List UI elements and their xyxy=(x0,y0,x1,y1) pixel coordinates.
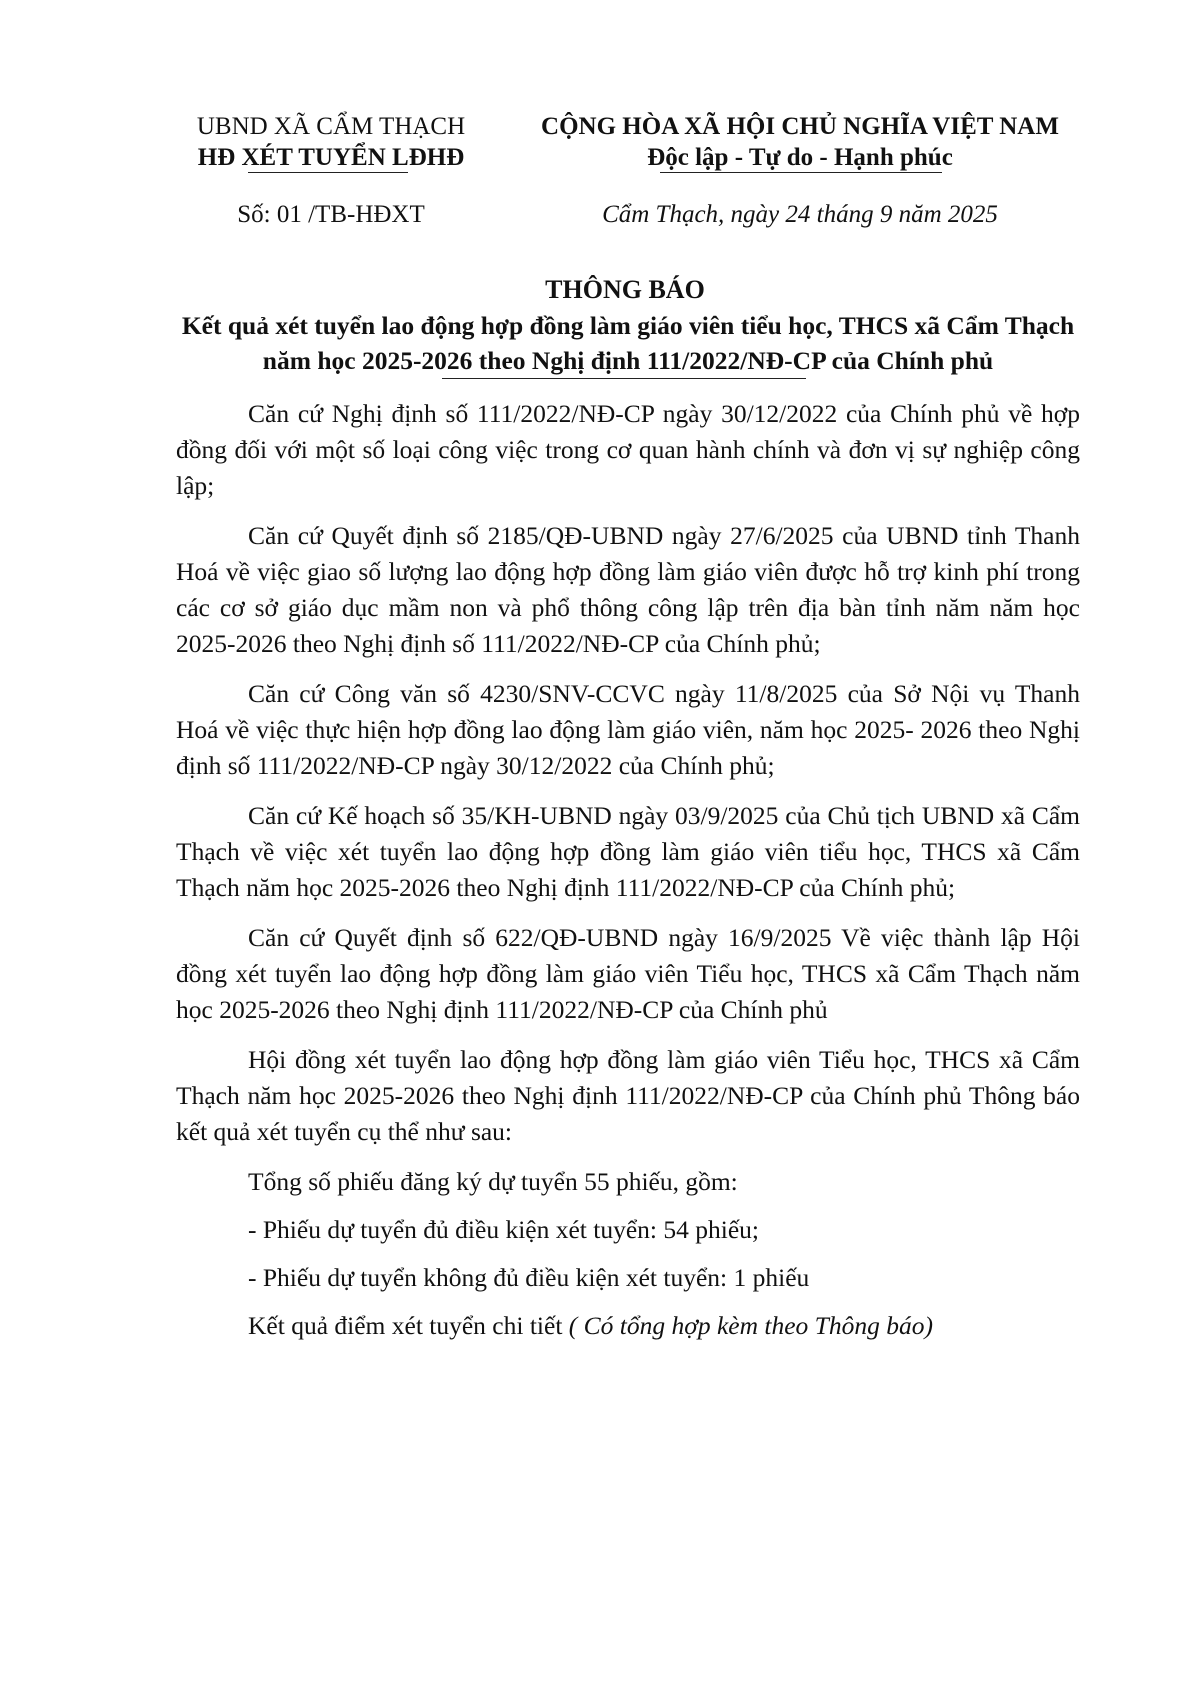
issuing-agency xyxy=(181,111,481,173)
document-body xyxy=(176,396,1080,1356)
place-and-date: Cẩm Thạch, ngày 24 tháng 9 năm 2025 xyxy=(602,201,998,228)
subtitle-underline xyxy=(442,378,806,379)
document-subtitle: Kết quả xét tuyển lao động hợp đồng làm giáo viên tiểu học, THCS xã Cẩm Thạch năm học 2025-2026 theo Nghị định 111/2022/NĐ-CP của Chính phủ xyxy=(181,311,1075,375)
national-title: CỘNG HÒA XÃ HỘI CHỦ NGHĨA VIỆT NAM xyxy=(541,113,1059,140)
agency-underline xyxy=(248,172,408,173)
basis-paragraph-2: Căn cứ Quyết định số 2185/QĐ-UBND ngày 27/6/2025 của UBND tỉnh Thanh Hoá về việc giao số lượng lao động hợp đồng làm giáo viên được hỗ trợ kinh phí trong các cơ sở giáo dục mầm non và phổ thông công lập trên địa bàn tỉnh năm năm học 2025-2026 theo Nghị định số 111/2022/NĐ-CP của Chính phủ; xyxy=(176,521,1080,658)
result-detail-note: ( Có tổng hợp kèm theo Thông báo) xyxy=(568,1311,933,1340)
eligible-applications: - Phiếu dự tuyển đủ điều kiện xét tuyển: 54 phiếu; xyxy=(248,1215,759,1244)
result-detail-line xyxy=(176,1308,1080,1344)
result-detail-text: Kết quả điểm xét tuyển chi tiết xyxy=(248,1311,569,1340)
basis-paragraph-1: Căn cứ Nghị định số 111/2022/NĐ-CP ngày 30/12/2022 của Chính phủ về hợp đồng đối với một số loại công việc trong cơ quan hành chính và đơn vị sự nghiệp công lập; xyxy=(176,399,1080,500)
total-applications: Tổng số phiếu đăng ký dự tuyển 55 phiếu, gồm: xyxy=(248,1167,738,1196)
announcement-paragraph: Hội đồng xét tuyển lao động hợp đồng làm giáo viên Tiểu học, THCS xã Cẩm Thạch năm học 2025-2026 theo Nghị định 111/2022/NĐ-CP của Chính phủ Thông báo kết quả xét tuyển cụ thể như sau: xyxy=(176,1045,1080,1146)
motto: Độc lập - Tự do - Hạnh phúc xyxy=(647,144,953,171)
motto-underline xyxy=(660,172,942,173)
council-name: HĐ XÉT TUYỂN LĐHĐ xyxy=(197,144,465,171)
document-title: THÔNG BÁO xyxy=(545,275,705,304)
ineligible-applications: - Phiếu dự tuyển không đủ điều kiện xét tuyển: 1 phiếu xyxy=(248,1263,810,1292)
basis-paragraph-5: Căn cứ Quyết định số 622/QĐ-UBND ngày 16/9/2025 Về việc thành lập Hội đồng xét tuyển lao động hợp đồng làm giáo viên Tiểu học, THCS xã Cẩm Thạch năm học 2025-2026 theo Nghị định 111/2022/NĐ-CP của Chính phủ xyxy=(176,923,1080,1024)
national-motto xyxy=(520,111,1080,173)
basis-paragraph-4: Căn cứ Kế hoạch số 35/KH-UBND ngày 03/9/2025 của Chủ tịch UBND xã Cẩm Thạch về việc xét tuyển lao động hợp đồng làm giáo viên tiểu học, THCS xã Cẩm Thạch năm học 2025-2026 theo Nghị định 111/2022/NĐ-CP của Chính phủ; xyxy=(176,801,1080,902)
agency-name: UBND XÃ CẨM THẠCH xyxy=(196,113,466,140)
document-number: Số: 01 /TB-HĐXT xyxy=(237,201,425,228)
basis-paragraph-3: Căn cứ Công văn số 4230/SNV-CCVC ngày 11/8/2025 của Sở Nội vụ Thanh Hoá về việc thực hiện hợp đồng lao động làm giáo viên, năm học 2025- 2026 theo Nghị định số 111/2022/NĐ-CP ngày 30/12/2022 của Chính phủ; xyxy=(176,679,1080,780)
